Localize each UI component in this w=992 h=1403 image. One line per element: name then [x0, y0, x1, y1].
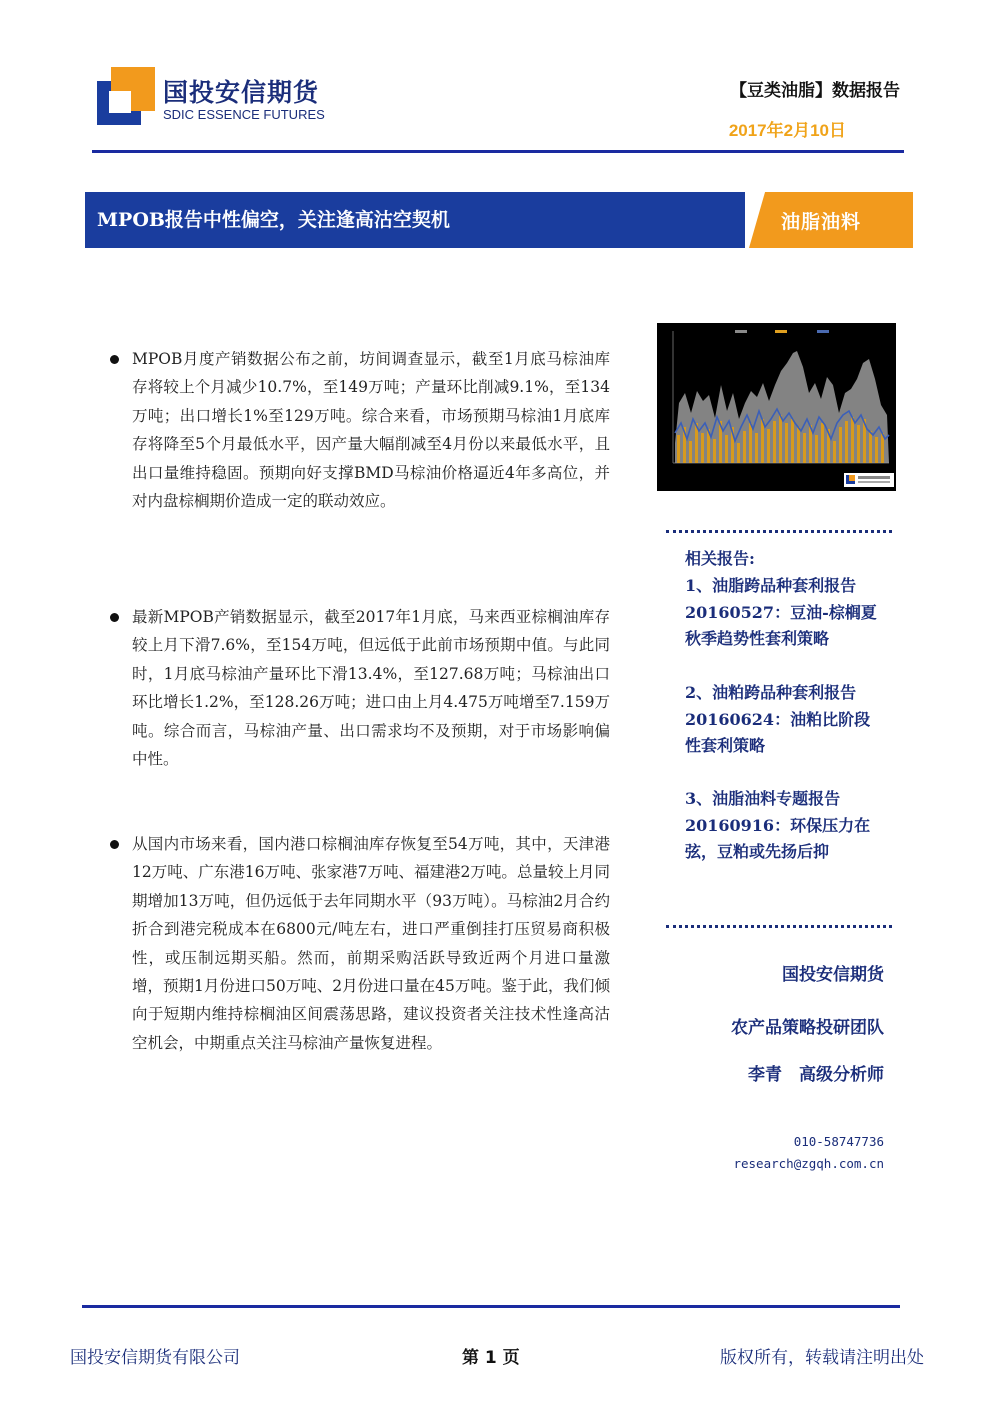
bullet-icon: [110, 355, 119, 364]
related-report-line: 20160916：环保压力在: [685, 815, 871, 835]
related-report-line: 20160624：油粕比阶段: [685, 709, 871, 729]
paragraph-text: 最新MPOB产销数据显示，截至2017年1月底，马来西亚棕榈油库存较上月下滑7.6%，至154万吨，但远低于此前市场预期中值。与此同时，1月底马棕油产量环比下滑13.4%，至127.68万吨；马棕油出口环比增长1.2%，至128.26万吨；进口由上月4.475万吨增至7.159万吨。综合而言，马棕油产量、出口需求均不及预期，对于市场影响偏中性。: [132, 608, 610, 769]
contact-email[interactable]: research@zgqh.com.cn: [733, 1156, 884, 1171]
report-title: MPOB报告中性偏空，关注逢高沽空契机: [97, 209, 450, 231]
footer-company: 国投安信期货有限公司: [70, 1348, 240, 1368]
report-type: 【豆类油脂】数据报告: [730, 81, 900, 101]
author-team: 农产品策略投研团队: [731, 1018, 884, 1038]
related-reports-heading: 相关报告:: [685, 549, 755, 568]
author-analyst: 李青 高级分析师: [748, 1065, 884, 1085]
related-report-line: 1、油脂跨品种套利报告: [685, 576, 857, 595]
logo-mark-icon: [97, 67, 155, 125]
paragraph-2: [110, 603, 610, 773]
header-divider: [92, 150, 904, 153]
related-report-3[interactable]: [685, 786, 870, 866]
dotted-divider: [666, 925, 892, 928]
author-company: 国投安信期货: [782, 965, 884, 985]
paragraph-text: 从国内市场来看，国内港口棕榈油库存恢复至54万吨，其中，天津港12万吨、广东港16万吨、张家港7万吨、福建港2万吨。总量较上月同期增加13万吨，但仍远低于去年同期水平（93万吨）。马棕油2月合约折合到港完税成本在6800元/吨左右，进口严重倒挂打压贸易商积极性，或压制远期买船。然而，前期采购活跃导致近两个月进口量激增，预期1月份进口50万吨、2月份进口量在45万吨。鉴于此，我们倾向于短期内维持棕榈油区间震荡思路，建议投资者关注技术性逢高沽空机会，中期重点关注马棕油产量恢复进程。: [132, 835, 610, 1052]
related-report-1[interactable]: [685, 573, 877, 653]
related-report-line: 秋季趋势性套利策略: [685, 629, 830, 648]
paragraph-text: MPOB月度产销数据公布之前，坊间调查显示，截至1月底马棕油库存将较上个月减少10.7%，至149万吨；产量环比削减9.1%，至134万吨；出口增长1%至129万吨。综合来看，市场预期马棕油1月底库存将降至5个月最低水平，因产量大幅削减至4月份以来最低水平，且出口量维持稳固。预期向好支撑BMD马棕油价格逼近4年多高位，并对内盘棕榈期价造成一定的联动效应。: [132, 350, 610, 511]
bullet-icon: [110, 613, 119, 622]
logo-text-en: SDIC ESSENCE FUTURES: [163, 107, 325, 122]
cover-chart-thumbnail: [657, 323, 896, 491]
footer-divider: [82, 1305, 900, 1308]
logo-text-cn: 国投安信期货: [163, 78, 320, 107]
bullet-icon: [110, 840, 119, 849]
related-report-2[interactable]: [685, 680, 870, 760]
contact-phone: 010-58747736: [793, 1134, 884, 1149]
footer-copyright: 版权所有，转载请注明出处: [720, 1348, 924, 1368]
cover-chart-graphic: [657, 323, 896, 491]
related-report-line: 20160527：豆油-棕榈夏: [685, 602, 877, 622]
report-date: 2017年2月10日: [728, 121, 846, 140]
title-banner: [85, 192, 913, 248]
paragraph-3: [110, 830, 610, 1057]
related-report-line: 3、油脂油料专题报告: [685, 789, 841, 808]
related-report-line: 弦，豆粕或先扬后抑: [685, 842, 830, 861]
company-logo: [97, 67, 327, 129]
related-report-line: 性套利策略: [685, 736, 766, 755]
page-number: 第 1 页: [462, 1348, 520, 1368]
related-report-line: 2、油粕跨品种套利报告: [685, 683, 857, 702]
dotted-divider: [666, 530, 892, 533]
paragraph-1: [110, 345, 610, 515]
report-category: 油脂油料: [781, 211, 862, 233]
